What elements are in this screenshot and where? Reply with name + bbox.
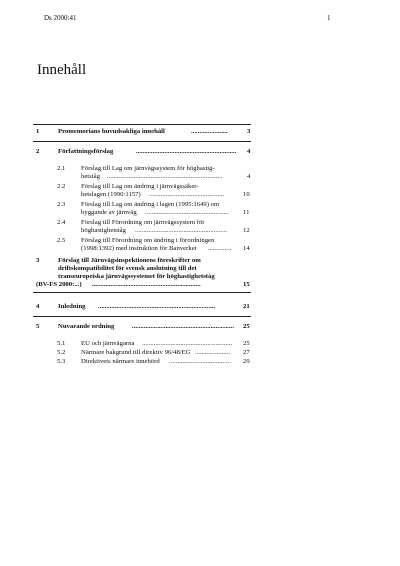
toc-entry-number: 2.2 xyxy=(57,183,66,190)
toc-entry-title: Promemorians huvudsakliga innehåll xyxy=(58,128,165,135)
toc-page-number: 11 xyxy=(243,209,250,216)
toc-entry-number: 1 xyxy=(36,128,40,135)
toc-entry-title: Närmare bakgrund till direktiv 96/48/EG xyxy=(81,349,191,356)
toc-entry-number: 2.5 xyxy=(57,237,66,244)
toc-page-number: 15 xyxy=(243,281,250,288)
toc-rule-top xyxy=(33,124,251,125)
toc-entry-title-line2: (1998:1392) med instruktion för Banverket xyxy=(81,245,197,252)
toc-entry-number: 2.3 xyxy=(57,201,66,208)
toc-entry-number: 2 xyxy=(36,148,40,155)
toc-entry-title-line3: transeuropeiska järnvägssystemet för höghastighetståg xyxy=(58,273,215,280)
toc-entry-title-line2: hetståg xyxy=(81,173,100,180)
toc-page-number: 27 xyxy=(243,349,250,356)
toc-entry-title-line2: höghastighetståg xyxy=(81,227,126,234)
toc-page-number: 14 xyxy=(243,245,250,252)
toc-entry-title: Nuvarande ordning xyxy=(58,323,115,330)
toc-rule xyxy=(33,141,251,142)
toc-rule xyxy=(33,316,251,317)
toc-entry-title-line1: Förslag till Lag om ändring i järnvägssäker- xyxy=(81,183,199,190)
toc-rule xyxy=(33,292,251,293)
toc-dot-leader: ...................... xyxy=(191,128,228,135)
toc-entry-title-line1: Förslag till Förordning om ändring i förordningen xyxy=(81,237,215,244)
toc-entry-title-line1: Förslag till Lag om järnvägssystem för höghastig- xyxy=(81,165,215,172)
toc-entry-number: 5 xyxy=(36,323,40,330)
toc-dot-leader: ..................................................................... xyxy=(107,173,223,180)
toc-page-number: 21 xyxy=(243,303,250,310)
toc-page-number: 12 xyxy=(243,227,250,234)
toc-entry-title-line1: Förslag till Lag om ändring i lagen (1995:1649) om xyxy=(81,201,220,208)
toc-dot-leader: ............................................. xyxy=(149,191,225,198)
toc-entry-title: Direktivets närmare innebörd xyxy=(81,358,160,365)
toc-entry-title: Inledning xyxy=(58,303,86,310)
toc-entry-title: Författningsförslag xyxy=(58,148,114,155)
toc-page-number: 10 xyxy=(243,191,250,198)
page-title: Innehåll xyxy=(37,62,87,78)
toc-entry-title-line1: Förslag till Järnvägsinspektionens föreskrifter om xyxy=(58,257,201,264)
toc-dot-leader: ....................................................... xyxy=(135,227,227,234)
toc-entry-number: 5.2 xyxy=(57,349,66,356)
toc-page-number: 25 xyxy=(243,340,250,347)
toc-dot-leader: .............. xyxy=(208,245,232,252)
toc-entry-number: 2.4 xyxy=(57,219,66,226)
toc-dot-leader: ..................................... xyxy=(169,358,231,365)
toc-dot-leader: ............................................................ xyxy=(136,148,237,155)
toc-page-number: 25 xyxy=(243,323,250,330)
toc-dot-leader: ..................... xyxy=(195,349,231,356)
toc-page-number: 3 xyxy=(247,128,251,135)
toc-entry-number: 5.1 xyxy=(57,340,66,347)
toc-entry-title-line2: hetslagen (1990:1157) xyxy=(81,191,141,198)
toc-page-number: 29 xyxy=(243,358,250,365)
running-header-doc-id: Ds 2000:41 xyxy=(44,14,77,22)
page-number: 1 xyxy=(327,14,331,22)
toc-dot-leader: ................................................................. xyxy=(92,281,201,288)
toc-entry-title-line2: byggande av järnväg xyxy=(81,209,137,216)
toc-page-number: 4 xyxy=(247,148,251,155)
toc-dot-leader: ...................................................................... xyxy=(98,303,216,310)
toc-page-number: 4 xyxy=(247,173,251,180)
toc-entry-number: 5.3 xyxy=(57,358,66,365)
toc-entry-number: 3 xyxy=(36,257,40,264)
toc-entry-title-line2: driftskompatibilitet för svensk anslutning till det xyxy=(58,265,197,272)
toc-dot-leader: ............................................................. xyxy=(132,323,234,330)
toc-entry-title-line4: (BV-FS 2000:...) xyxy=(36,281,82,288)
toc-dot-leader: .................................................. xyxy=(145,209,229,216)
toc-entry-number: 2.1 xyxy=(57,165,66,172)
toc-entry-number: 4 xyxy=(36,303,40,310)
toc-entry-title: EU och järnvägarna xyxy=(81,340,135,347)
toc-entry-title-line1: Förslag till Förordning om järnvägssystem för xyxy=(81,219,205,226)
toc-dot-leader: ...................................................... xyxy=(142,340,233,347)
